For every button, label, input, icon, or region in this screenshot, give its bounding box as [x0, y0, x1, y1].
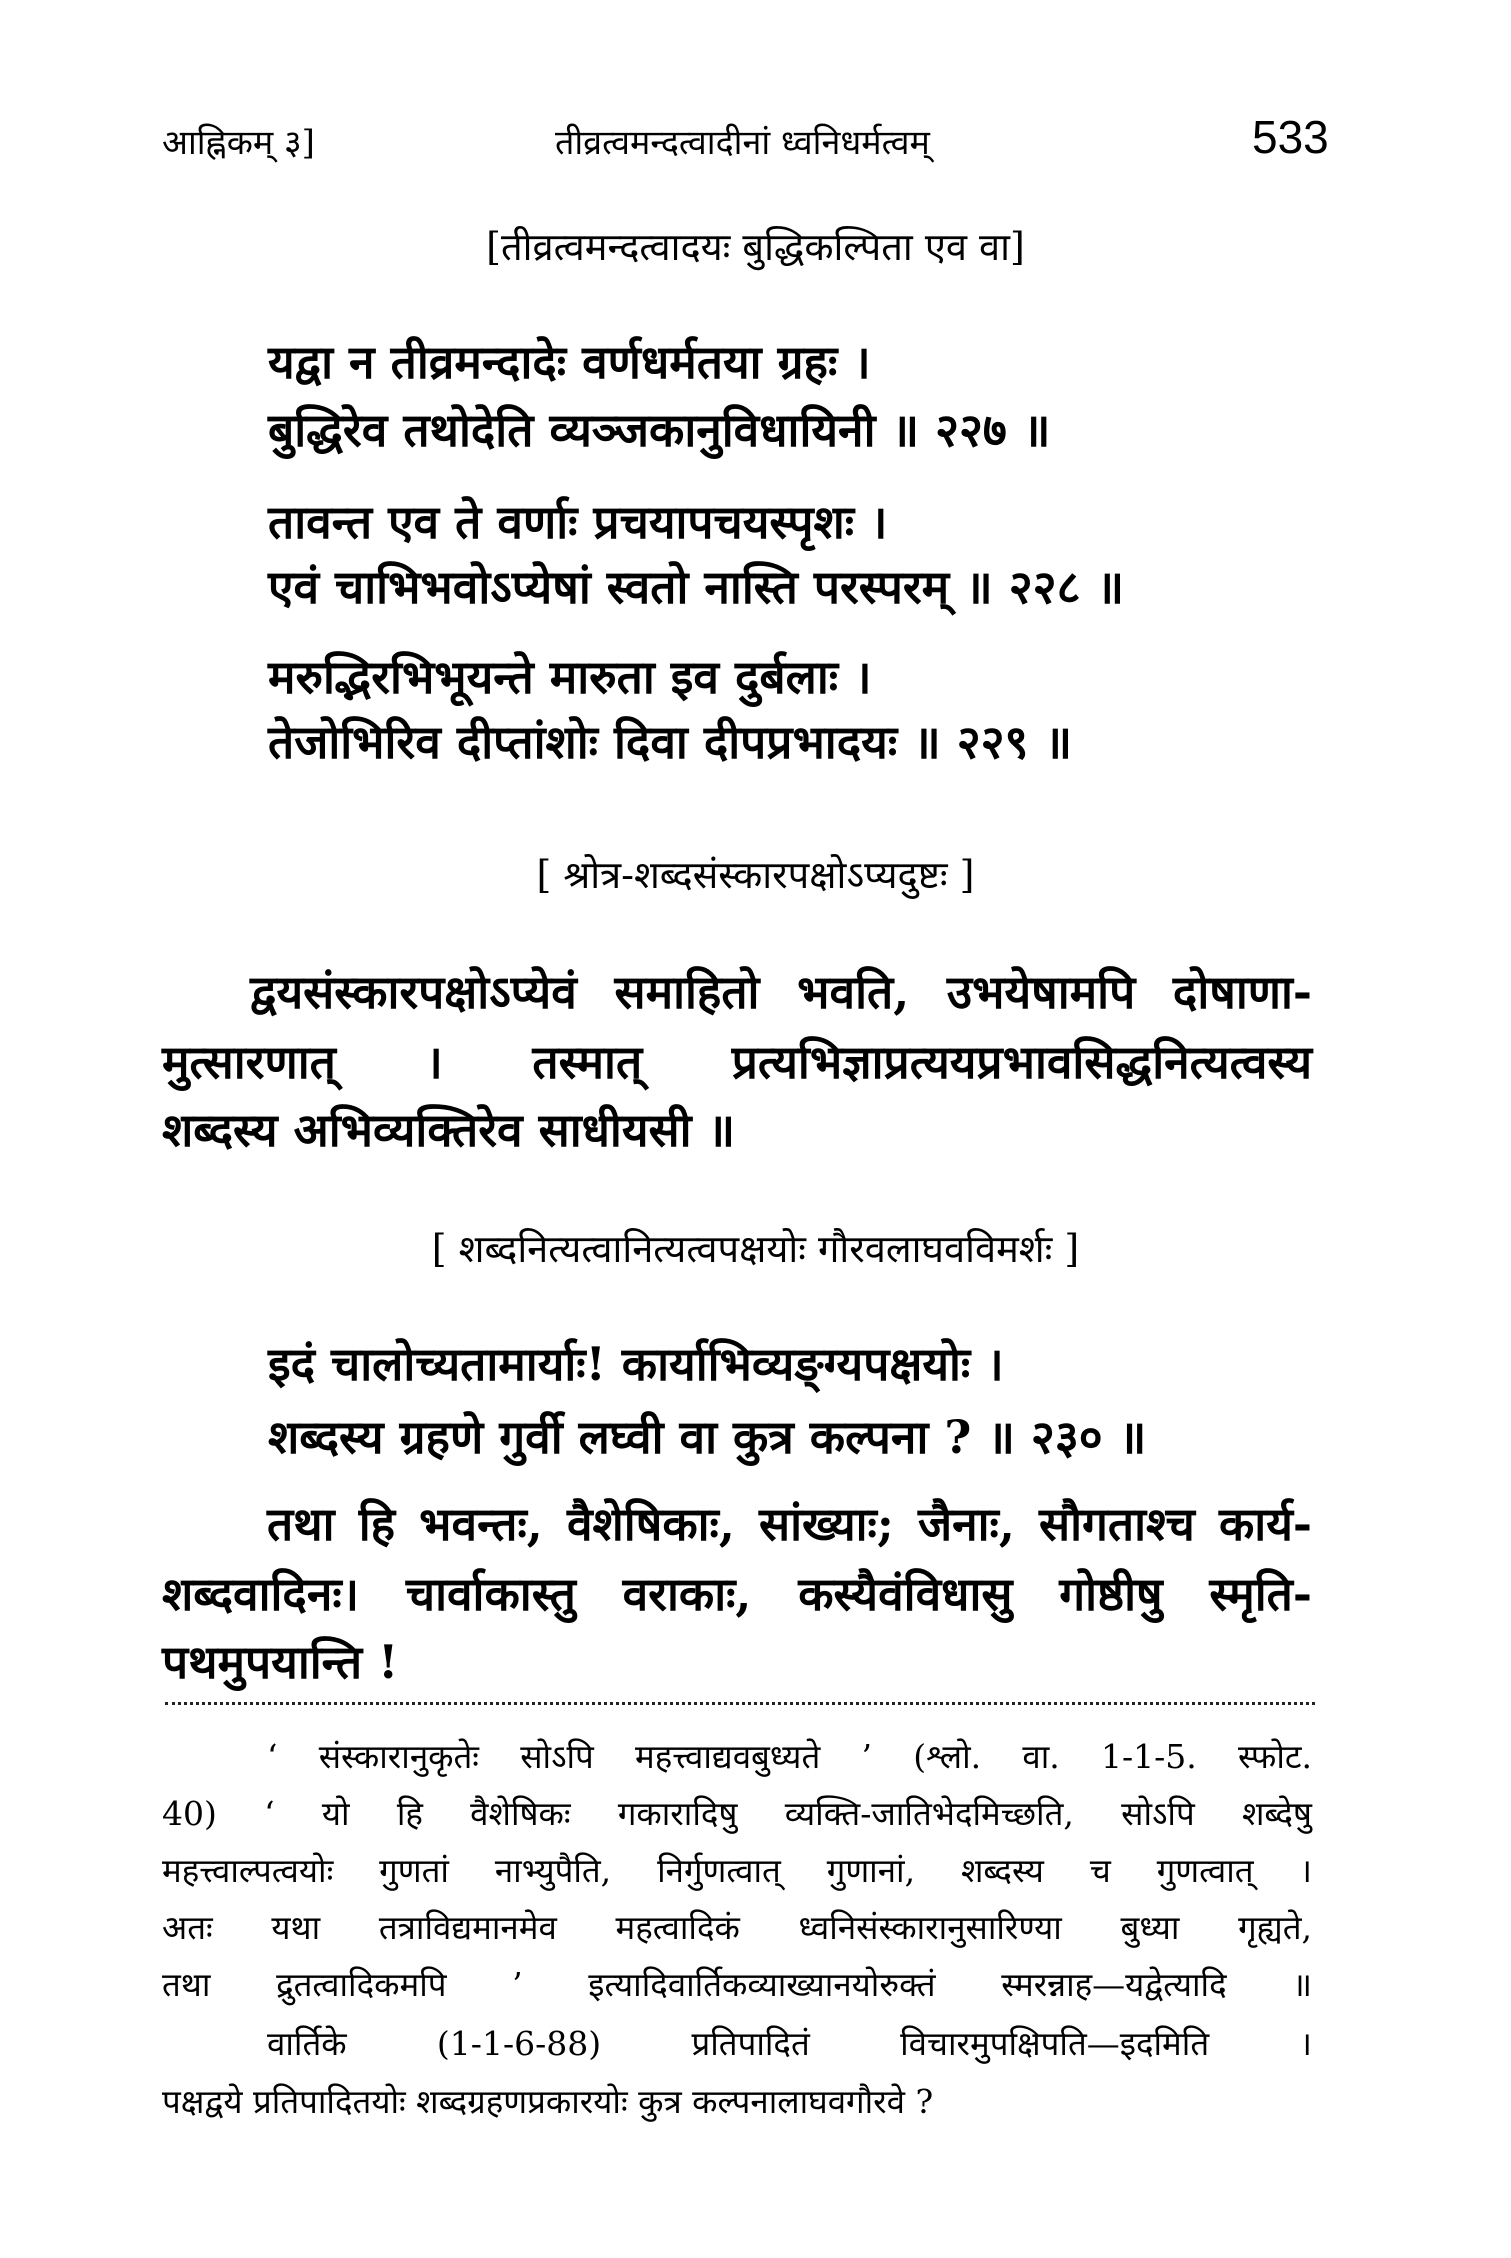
- footnote-line: ‘ संस्कारानुकृतेः सोऽपि महत्त्वाद्यवबुध्यते ’ (श्लो. वा. 1-1-5. स्फोट.: [267, 1737, 1312, 1776]
- footnote-divider: [165, 1702, 1315, 1705]
- verse-line: यद्वा न तीव्रमन्दादेः वर्णधर्मतया ग्रहः ।: [268, 335, 871, 389]
- running-header-title: तीव्रत्वमन्दत्वादीनां ध्वनिधर्मत्वम्: [555, 123, 930, 163]
- prose-line: शब्दवादिनः। चार्वाकास्तु वराकाः, कस्यैवंविधासु गोष्ठीषु स्मृति-: [162, 1567, 1312, 1621]
- verse-line: इदं चालोच्यतामार्याः! कार्याभिव्यङ्ग्यपक्षयोः ।: [268, 1337, 1004, 1391]
- footnote-line: तथा द्रुतत्वादिकमपि ’ इत्यादिवार्तिकव्याख्यानयोरुक्तं स्मरन्नाह—यद्वेत्यादि ॥: [162, 1965, 1312, 2004]
- footnote-line: पक्षद्वये प्रतिपादितयोः शब्दग्रहणप्रकारयोः कुत्र कल्पनालाघवगौरवे ?: [162, 2082, 934, 2121]
- section-heading-3: [ शब्दनित्यत्वानित्यत्वपक्षयोः गौरवलाघवविमर्शः ]: [431, 1227, 1080, 1271]
- section-heading-2: [ श्रोत्र-शब्दसंस्कारपक्षोऽप्यदुष्टः ]: [536, 853, 975, 897]
- verse-line: मरुद्भिरभिभूयन्ते मारुता इव दुर्बलाः ।: [268, 650, 872, 704]
- verse-line: शब्दस्य ग्रहणे गुर्वी लघ्वी वा कुत्र कल्पना ? ॥ २३० ॥: [268, 1410, 1147, 1464]
- prose-line: द्वयसंस्कारपक्षोऽप्येवं समाहितो भवति, उभयेषामपि दोषाणा-: [250, 965, 1312, 1019]
- prose-line: पथमुपयान्ति !: [162, 1635, 399, 1689]
- running-header-left: आह्निकम् ३]: [162, 123, 315, 163]
- footnote-line: महत्त्वाल्पत्वयोः गुणतां नाभ्युपैति, निर्गुणत्वात् गुणानां, शब्दस्य च गुणत्वात् ।: [162, 1851, 1312, 1890]
- verse-line: एवं चाभिभवोऽप्येषां स्वतो नास्ति परस्परम् ॥ २२८ ॥: [268, 560, 1125, 614]
- verse-line: तेजोभिरिव दीप्तांशोः दिवा दीपप्रभादयः ॥ २२९ ॥: [268, 715, 1073, 769]
- footnote-line: 40) ‘ यो हि वैशेषिकः गकारादिषु व्यक्ति-जातिभेदमिच्छति, सोऽपि शब्देषु: [162, 1794, 1312, 1833]
- section-heading-1: [तीव्रत्वमन्दत्वादयः बुद्धिकल्पिता एव वा]: [486, 225, 1025, 269]
- verse-line: बुद्धिरेव तथोदेति व्यञ्जकानुविधायिनी ॥ २२७ ॥: [268, 403, 1051, 457]
- prose-line: मुत्सारणात् । तस्मात् प्रत्यभिज्ञाप्रत्ययप्रभावसिद्धनित्यत्वस्य: [162, 1035, 1312, 1089]
- prose-line: तथा हि भवन्तः, वैशेषिकाः, सांख्याः; जैनाः, सौगताश्च कार्य-: [267, 1497, 1312, 1551]
- footnote-line: वार्तिके (1-1-6-88) प्रतिपादितं विचारमुपक्षिपति—इदमिति ।: [267, 2024, 1312, 2063]
- verse-line: तावन्त एव ते वर्णाः प्रचयापचयस्पृशः ।: [268, 495, 888, 549]
- footnote-line: अतः यथा तत्राविद्यमानमेव महत्वादिकं ध्वनिसंस्कारानुसारिण्या बुध्या गृह्यते,: [162, 1908, 1312, 1947]
- prose-line: शब्दस्य अभिव्यक्तिरेव साधीयसी ॥: [162, 1103, 736, 1157]
- page-number: 533: [1252, 111, 1329, 163]
